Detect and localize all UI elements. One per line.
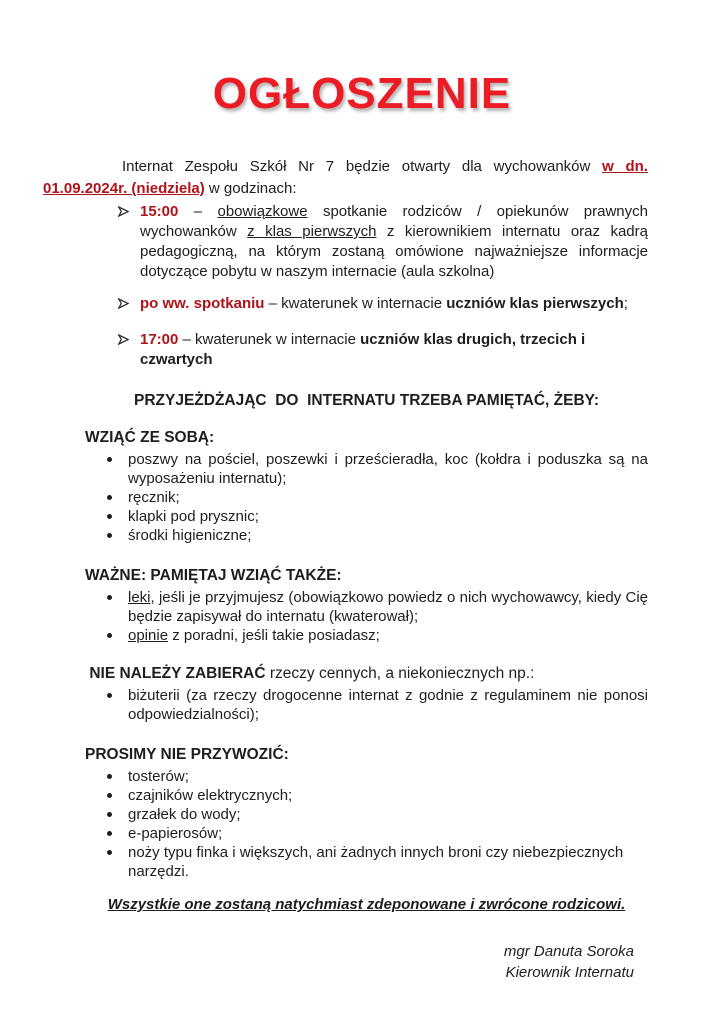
schedule-time: 17:00 [140, 331, 179, 348]
reminder-heading: PRZYJEŻDŻAJĄC DO INTERNATU TRZEBA PAMIĘTAĆ, ŻEBY: [134, 392, 599, 409]
schedule-text: spotkanie rodziców / opiekunów prawnych wychowanków [140, 203, 648, 240]
bullet-icon [107, 633, 112, 638]
list-item [85, 805, 648, 824]
footer-note: Wszystkie one zostaną natychmiast zdeponowane i zwrócone rodzicowi. [107, 896, 626, 913]
underlined-first-grades: z klas pierwszych [247, 223, 377, 240]
list-item-text: e-papierosów; [128, 825, 223, 842]
underlined-opinions: opinie [128, 627, 169, 644]
bullet-icon [107, 850, 112, 855]
list-item-text: noży typu finka i większych, ani żadnych innych broni czy niebezpiecznych narzędzi. [128, 844, 624, 880]
list-item-text: poszwy na pościel, poszewki i prześcieradła, koc (kołdra i poduszka są na wyposażeniu internatu); [128, 451, 648, 487]
list-item [85, 450, 648, 488]
bullet-icon [107, 514, 112, 519]
section-heading-take: WZIĄĆ ZE SOBĄ: [85, 429, 215, 446]
signature-name: mgr Danuta Soroka [503, 943, 634, 960]
schedule-text: – kwaterunek w internacie [264, 295, 447, 312]
list-item-text: grzałek do wody; [128, 806, 241, 823]
bullet-icon [107, 457, 112, 462]
no-valuables-bold: NIE NALEŻY ZABIERAĆ [85, 665, 266, 682]
schedule-text-rest: z kierownikiem internatu oraz kadrą pedagogiczną, na którym zostaną omówione najważniejsze informacje dotyczące pobytu w naszym internacie (aula szkolna) [140, 223, 648, 280]
list-item-text: tosterów; [128, 768, 189, 785]
bullet-icon [107, 774, 112, 779]
bullet-icon [107, 812, 112, 817]
list-item-text: klapki pod prysznic; [128, 508, 259, 525]
schedule-item-after-meeting [85, 294, 648, 314]
arrow-bullet-icon [118, 298, 129, 309]
bullet-icon [107, 495, 112, 500]
list-item-text: jeśli je przyjmujesz (obowiązkowo powiedz o nich wychowawcy, kiedy Cię będzie zapisywał do internatu (kwaterował); [128, 589, 648, 625]
signature-role: Kierownik Internatu [505, 964, 634, 981]
bold-older-grades: uczniów klas drugich, trzecich i czwartych [140, 331, 586, 368]
list-item-text: czajników elektrycznych; [128, 787, 293, 804]
list-item [85, 824, 648, 843]
list-item [85, 588, 648, 626]
bullet-icon [107, 595, 112, 600]
section-heading-no-valuables [85, 663, 648, 684]
list-item [85, 488, 648, 507]
list-item [85, 526, 648, 545]
schedule-item-1500 [85, 202, 648, 282]
bullet-icon [107, 533, 112, 538]
date-highlight: w dn. 01.09.2024r. (niedziela) [43, 158, 649, 197]
schedule-time: po ww. spotkaniu [140, 295, 265, 312]
schedule-item-1700 [85, 330, 648, 370]
schedule-list [85, 202, 648, 370]
section-heading-do-not-bring: PROSIMY NIE PRZYWOZIĆ: [85, 746, 289, 763]
list-item [85, 767, 648, 786]
list-item [85, 786, 648, 805]
underlined-obligatory: obowiązkowe [217, 203, 308, 220]
intro-tail: w godzinach: [204, 180, 297, 197]
list-item-text: ręcznik; [128, 489, 180, 506]
list-item [85, 626, 648, 645]
section-heading-important: WAŻNE: PAMIĘTAJ WZIĄĆ TAKŻE: [85, 567, 342, 584]
bullet-icon [107, 793, 112, 798]
document-body [0, 156, 724, 983]
schedule-text: – kwaterunek w internacie [178, 331, 361, 348]
schedule-tail: ; [623, 295, 628, 312]
list-item-text: z poradni, jeśli takie posiadasz; [168, 627, 380, 644]
intro-lead: Internat Zespołu Szkół Nr 7 będzie otwarty dla wychowanków [122, 158, 603, 175]
no-valuables-rest: rzeczy cennych, a niekoniecznych np.: [265, 665, 535, 682]
underlined-meds: leki, [128, 589, 155, 606]
list-item-text: biżuterii (za rzeczy drogocenne internat z godnie z regulaminem nie ponosi odpowiedzialności); [128, 687, 648, 723]
announcement-title: OGŁOSZENIE [212, 69, 512, 118]
important-list [85, 588, 648, 645]
list-item [85, 507, 648, 526]
no-valuables-list [85, 686, 648, 724]
schedule-time: 15:00 [140, 203, 179, 220]
list-item [85, 843, 648, 881]
bullet-icon [107, 693, 112, 698]
list-item-text: środki higieniczne; [128, 527, 252, 544]
arrow-bullet-icon [118, 206, 129, 217]
dash: – [178, 203, 218, 220]
take-list [85, 450, 648, 545]
list-item [85, 686, 648, 724]
bold-first-grades: uczniów klas pierwszych [446, 295, 624, 312]
arrow-bullet-icon [118, 334, 129, 345]
do-not-bring-list [85, 767, 648, 881]
intro-paragraph [43, 156, 648, 200]
bullet-icon [107, 831, 112, 836]
signature-block [85, 941, 648, 983]
